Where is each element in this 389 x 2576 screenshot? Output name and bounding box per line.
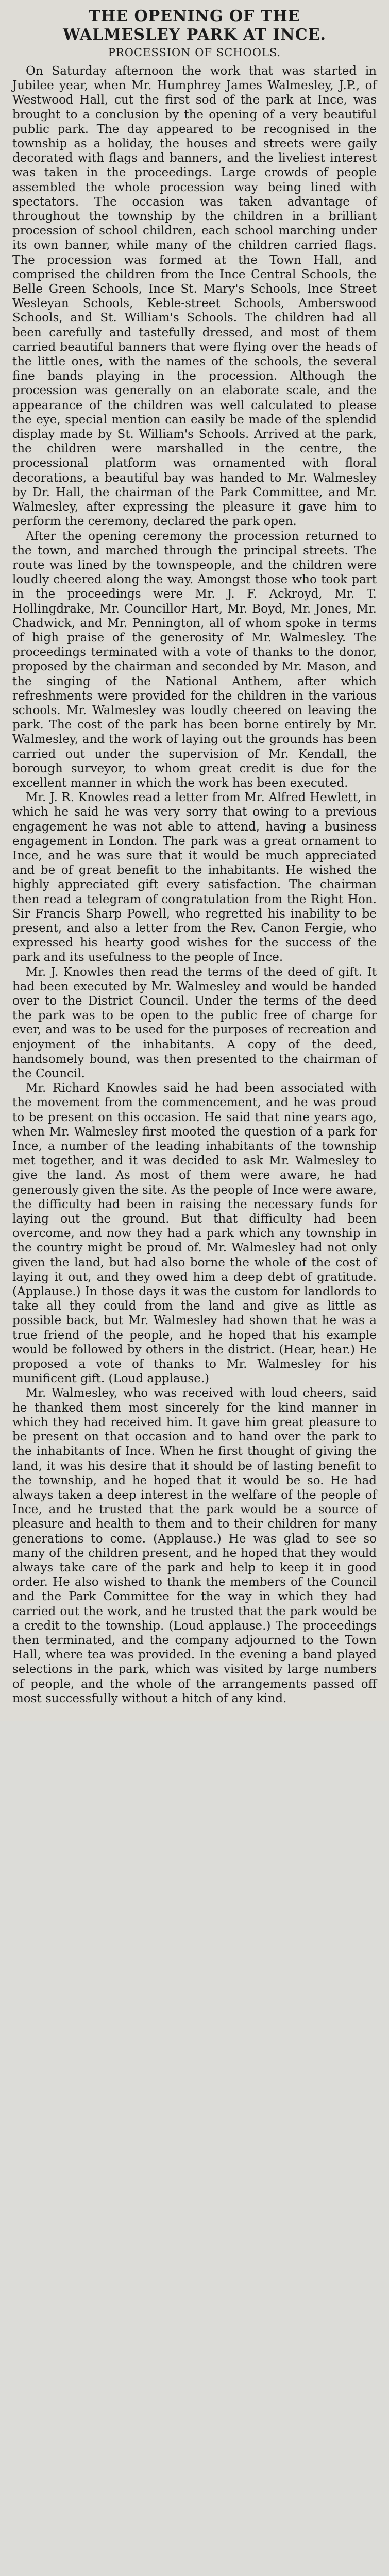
article-paragraph: After the opening ceremony the procession returned to the town, and marched through the principal streets. The route was lined by the townspeople, and the children were loudly cheered along the way. Amongst those who took part in the proceedings were Mr. J. F. Ackroyd, Mr. T. Hollingdrake, Mr. Councillor Hart, Mr. Boyd, Mr. Jones, Mr. Chadwick, and Mr. Pennington, all of whom spoke in terms of high praise of the generosity of Mr. Walmesley. The proceedings terminated with a vote of thanks to the donor, proposed by the chairman and seconded by Mr. Mason, and the singing of the National Anthem, after which refreshments were provided for the children in the various schools. Mr. Walmesley was loudly cheered on leaving the park. The cost of the park has been borne entirely by Mr. Walmesley, and the work of laying out the grounds has been carried out under the supervision of Mr. Kendall, the borough surveyor, to whom great credit is due for the excellent manner in which the work has been executed. — [12, 529, 377, 790]
article-paragraph: Mr. Richard Knowles said he had been associated with the movement from the commencement, and he was proud to be present on this occasion. He said that nine years ago, when Mr. Walmesley first mooted the question of a park for Ince, a number of the leading inhabitants of the township met together, and it was decided to ask Mr. Walmesley to give the land. As most of them were aware, he had generously given the site. As the people of Ince were aware, the difficulty had been in raising the necessary funds for laying out the ground. But that difficulty had been overcome, and now they had a park which any township in the country might be proud of. Mr. Walmesley had not only given the land, but had also borne the whole of the cost of laying it out, and they owed him a deep debt of gratitude. (Applause.) In those days it was the custom for landlords to take all they could from the land and give as little as possible back, but Mr. Walmesley had shown that he was a true friend of the people, and he hoped that his example would be followed by others in the district. (Hear, hear.) He proposed a vote of thanks to Mr. Walmesley for his munificent gift. (Loud applause.) — [12, 1081, 377, 1386]
article-paragraph: On Saturday afternoon the work that was started in Jubilee year, when Mr. Humphrey James Walmesley, J.P., of Westwood Hall, cut the first sod of the park at Ince, was brought to a conclusion by the opening of a very beautiful public park. The day appeared to be recognised in the township as a holiday, the houses and streets were gaily decorated with flags and banners, and the liveliest interest was taken in the proceedings. Large crowds of people assembled the whole procession way being lined with spectators. The occasion was taken advantage of throughout the township by the children in a brilliant procession of school children, each school marching under its own banner, while many of the children carried flags. The procession was formed at the Town Hall, and comprised the children from the Ince Central Schools, the Belle Green Schools, Ince St. Mary's Schools, Ince Street Wesleyan Schools, Keble-street Schools, Amberswood Schools, and St. William's Schools. The children had all been carefully and tastefully dressed, and most of them carried beautiful banners that were flying over the heads of the little ones, with the names of the schools, the several fine bands playing in the procession. Although the procession was generally on an elaborate scale, and the appearance of the children was well calculated to please the eye, special mention can easily be made of the splendid display made by St. William's Schools. Arrived at the park, the children were marshalled in the centre, the processional platform was ornamented with floral decorations, a beautiful bay was handed to Mr. Walmesley by Dr. Hall, the chairman of the Park Committee, and Mr. Walmesley, after expressing the pleasure it gave him to perform the ceremony, declared the park open. — [12, 64, 377, 529]
article-paragraph: Mr. J. Knowles then read the terms of the deed of gift. It had been executed by Mr. Walmesley and would be handed over to the District Council. Under the terms of the deed the park was to be open to the public free of charge for ever, and was to be used for the purposes of recreation and enjoyment of the inhabitants. A copy of the deed, handsomely bound, was then presented to the chairman of the Council. — [12, 965, 377, 1081]
article-paragraph: Mr. J. R. Knowles read a letter from Mr. Alfred Hewlett, in which he said he was very sorry that owing to a previous engagement he was not able to attend, having a business engagement in London. The park was a great ornament to Ince, and he was sure that it would be much appreciated and be of great benefit to the inhabitants. He wished the highly appreciated gift every satisfaction. The chairman then read a telegram of congratulation from the Right Hon. Sir Francis Sharp Powell, who regretted his inability to be present, and also a letter from the Rev. Canon Fergie, who expressed his hearty good wishes for the success of the park and its usefulness to the people of Ince. — [12, 791, 377, 964]
headline-line-1: THE OPENING OF THE — [89, 7, 300, 25]
article — [12, 7, 377, 1706]
subhead: PROCESSION OF SCHOOLS. — [108, 46, 281, 59]
article-paragraph: Mr. Walmesley, who was received with loud cheers, said he thanked them most sincerely for the kind manner in which they had received him. It gave him great pleasure to be present on that occasion and to hand over the park to the inhabitants of Ince. When he first thought of giving the land, it was his desire that it should be of lasting benefit to the township, and he hoped that it would be so. He had always taken a deep interest in the welfare of the people of Ince, and he trusted that the park would be a source of pleasure and health to them and to their children for many generations to come. (Applause.) He was glad to see so many of the children present, and he hoped that they would always take care of the park and help to keep it in good order. He also wished to thank the members of the Council and the Park Committee for the way in which they had carried out the work, and he trusted that the park would be a credit to the township. (Loud applause.) The proceedings then terminated, and the company adjourned to the Town Hall, where tea was provided. In the evening a band played selections in the park, which was visited by large numbers of people, and the whole of the arrangements passed off most successfully without a hitch of any kind. — [12, 1386, 377, 1705]
headline-line-2: WALMESLEY PARK AT INCE. — [63, 26, 326, 44]
